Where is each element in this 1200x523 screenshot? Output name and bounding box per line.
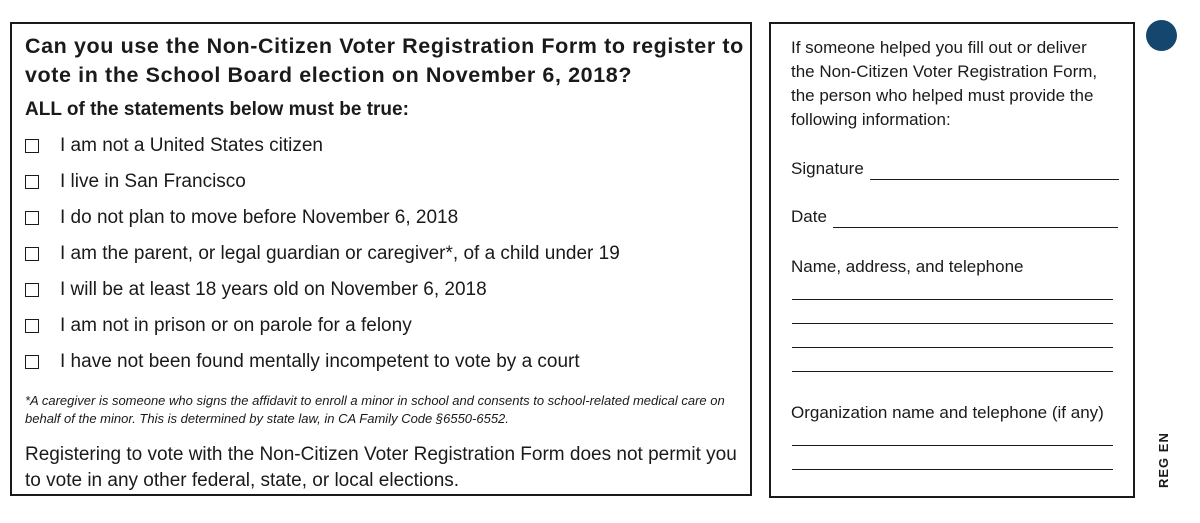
checkbox[interactable] (25, 355, 39, 369)
checkbox[interactable] (25, 175, 39, 189)
statement-item[interactable] (25, 169, 246, 195)
contact-line[interactable] (792, 323, 1113, 324)
statement-text: I am the parent, or legal guardian or caregiver*, of a child under 19 (60, 243, 620, 264)
contact-line[interactable] (792, 347, 1113, 348)
contact-line[interactable] (792, 299, 1113, 300)
statement-text: I am not in prison or on parole for a felony (60, 315, 412, 336)
statement-item[interactable] (25, 277, 487, 303)
eligibility-subheading: ALL of the statements below must be true: (25, 99, 409, 120)
checkbox[interactable] (25, 319, 39, 333)
date-field[interactable] (791, 206, 1118, 228)
eligibility-title: Can you use the Non-Citizen Voter Registration Form to register to vote in the School Board election on November 6, 2018? (25, 34, 744, 87)
contact-label: Name, address, and telephone (791, 257, 1024, 276)
checkbox[interactable] (25, 211, 39, 225)
helper-panel (769, 22, 1135, 498)
statement-item[interactable] (25, 313, 412, 339)
statement-item[interactable] (25, 133, 323, 159)
statement-text: I have not been found mentally incompetent to vote by a court (60, 351, 580, 372)
statement-item[interactable] (25, 349, 580, 375)
statement-item[interactable] (25, 205, 458, 231)
eligibility-panel (10, 22, 752, 496)
signature-line[interactable] (870, 163, 1119, 180)
date-line[interactable] (833, 211, 1118, 228)
statement-text: I am not a United States citizen (60, 135, 323, 156)
organization-line[interactable] (792, 445, 1113, 446)
checkbox[interactable] (25, 139, 39, 153)
form-code: REG EN (1156, 432, 1171, 488)
statement-text: I live in San Francisco (60, 171, 246, 192)
contact-line[interactable] (792, 371, 1113, 372)
statement-item[interactable] (25, 241, 620, 267)
statement-text: I do not plan to move before November 6, 2018 (60, 207, 459, 228)
helper-intro: If someone helped you fill out or deliver the Non-Citizen Voter Registration Form, the person who helped must provide the following information: (791, 38, 1098, 129)
caregiver-footnote: *A caregiver is someone who signs the affidavit to enroll a minor in school and consents to school-related medical care on behalf of the minor. This is determined by state law, in CA Family Code §6550-6552. (25, 393, 725, 426)
date-label: Date (791, 207, 827, 226)
disclaimer: Registering to vote with the Non-Citizen Voter Registration Form does not permit you to vote in any other federal, state, or local elections. (25, 444, 737, 491)
signature-label: Signature (791, 159, 864, 178)
checkbox[interactable] (25, 283, 39, 297)
signature-field[interactable] (791, 158, 1119, 180)
organization-label: Organization name and telephone (if any) (791, 403, 1104, 422)
organization-line[interactable] (792, 469, 1113, 470)
accent-dot (1146, 20, 1177, 51)
statement-text: I will be at least 18 years old on November 6, 2018 (60, 279, 487, 300)
checkbox[interactable] (25, 247, 39, 261)
